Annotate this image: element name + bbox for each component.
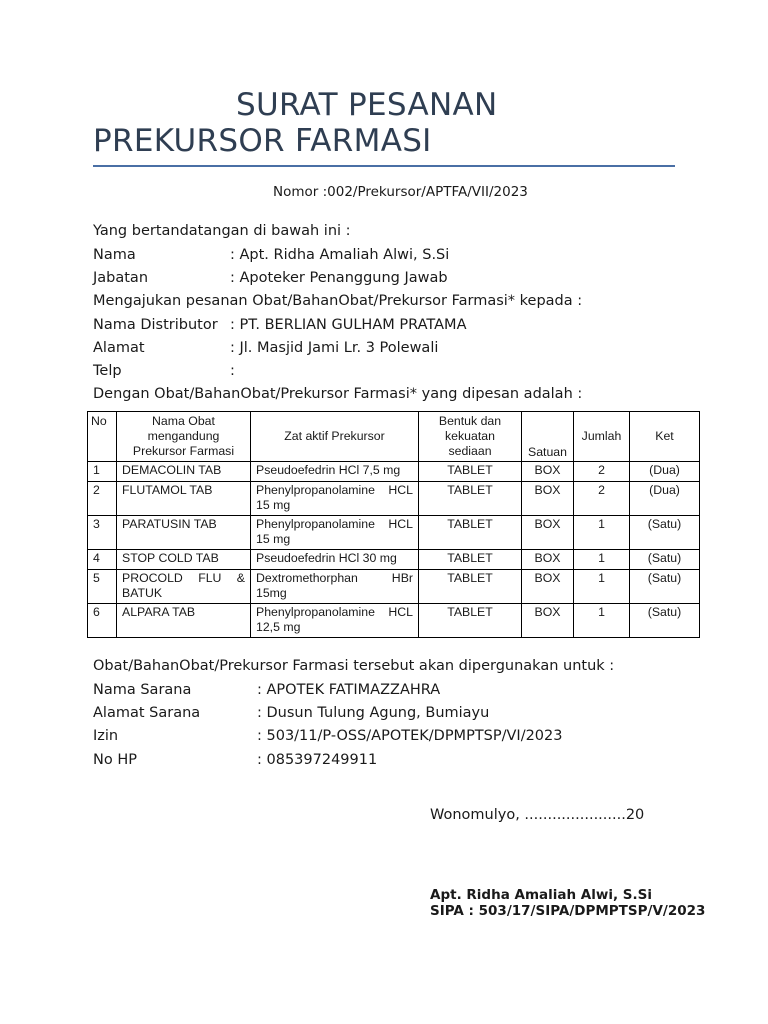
cell-unit: BOX (522, 604, 574, 638)
distributor-address-label: Alamat (93, 340, 145, 356)
distributor-phone-value: : (230, 363, 235, 379)
cell-drug-name: PROCOLD FLU & BATUK (117, 570, 251, 604)
cell-drug-name: FLUTAMOL TAB (117, 482, 251, 516)
cell-note: (Satu) (630, 550, 700, 570)
cell-no: 2 (88, 482, 117, 516)
cell-dosage-form: TABLET (419, 462, 522, 482)
cell-active-substance: Phenylpropanolamine HCL 15 mg (251, 516, 419, 550)
table-row (88, 550, 700, 570)
distributor-name-value: : PT. BERLIAN GULHAM PRATAMA (230, 317, 467, 333)
cell-unit: BOX (522, 516, 574, 550)
facility-address-label: Alamat Sarana (93, 705, 201, 721)
facility-license-value: : 503/11/P-OSS/APOTEK/DPMPTSP/VI/2023 (257, 728, 563, 744)
place-date: Wonomulyo, ......................20 (430, 807, 645, 823)
usage-text: Obat/BahanObat/Prekursor Farmasi tersebut akan dipergunakan untuk : (93, 658, 615, 674)
cell-note: (Satu) (630, 570, 700, 604)
facility-address-value: : Dusun Tulung Agung, Bumiayu (257, 705, 490, 721)
document-number: Nomor :002/Prekursor/APTFA/VII/2023 (273, 184, 528, 200)
cell-no: 3 (88, 516, 117, 550)
facility-phone-label: No HP (93, 752, 137, 768)
header-drug-name: Nama Obat mengandung Prekursor Farmasi (117, 412, 251, 462)
table-row (88, 482, 700, 516)
cell-unit: BOX (522, 462, 574, 482)
cell-active-substance: Pseudoefedrin HCl 30 mg (251, 550, 419, 570)
cell-dosage-form: TABLET (419, 550, 522, 570)
cell-active-substance: Phenylpropanolamine HCL 15 mg (251, 482, 419, 516)
table-header-row (88, 412, 700, 462)
header-active-substance: Zat aktif Prekursor (251, 412, 419, 462)
cell-no: 6 (88, 604, 117, 638)
cell-quantity: 1 (574, 604, 630, 638)
title-line-2: PREKURSOR FARMASI (93, 123, 432, 159)
cell-quantity: 1 (574, 516, 630, 550)
cell-dosage-form: TABLET (419, 570, 522, 604)
cell-quantity: 2 (574, 462, 630, 482)
signature-name: Apt. Ridha Amaliah Alwi, S.Si (430, 887, 653, 903)
cell-active-substance: Phenylpropanolamine HCL 12,5 mg (251, 604, 419, 638)
cell-quantity: 1 (574, 550, 630, 570)
cell-dosage-form: TABLET (419, 516, 522, 550)
table-row (88, 570, 700, 604)
facility-name-value: : APOTEK FATIMAZZAHRA (257, 682, 441, 698)
cell-dosage-form: TABLET (419, 482, 522, 516)
order-table (87, 411, 700, 638)
header-quantity: Jumlah (574, 412, 630, 462)
title-line-1: SURAT PESANAN (236, 87, 498, 123)
signer-name-value: : Apt. Ridha Amaliah Alwi, S.Si (230, 247, 450, 263)
signer-name-label: Nama (93, 247, 136, 263)
distributor-name-label: Nama Distributor (93, 317, 218, 333)
cell-unit: BOX (522, 570, 574, 604)
order-text: Dengan Obat/BahanObat/Prekursor Farmasi* yang dipesan adalah : (93, 386, 583, 402)
cell-no: 5 (88, 570, 117, 604)
cell-active-substance: Pseudoefedrin HCl 7,5 mg (251, 462, 419, 482)
distributor-address-value: : Jl. Masjid Jami Lr. 3 Polewali (230, 340, 439, 356)
cell-quantity: 2 (574, 482, 630, 516)
header-no: No (88, 412, 117, 462)
signer-position-value: : Apoteker Penanggung Jawab (230, 270, 448, 286)
cell-drug-name: PARATUSIN TAB (117, 516, 251, 550)
title-underline (93, 165, 675, 167)
intro-text: Yang bertandatangan di bawah ini : (93, 223, 351, 239)
signature-sipa: SIPA : 503/17/SIPA/DPMPTSP/V/2023 (430, 903, 706, 919)
request-text: Mengajukan pesanan Obat/BahanObat/Prekursor Farmasi* kepada : (93, 293, 583, 309)
signer-position-label: Jabatan (93, 270, 149, 286)
cell-note: (Satu) (630, 516, 700, 550)
table-row (88, 604, 700, 638)
cell-unit: BOX (522, 550, 574, 570)
header-dosage-form: Bentuk dan kekuatan sediaan (419, 412, 522, 462)
cell-drug-name: DEMACOLIN TAB (117, 462, 251, 482)
cell-active-substance: Dextromethorphan HBr 15mg (251, 570, 419, 604)
distributor-phone-label: Telp (93, 363, 122, 379)
facility-license-label: Izin (93, 728, 119, 744)
table-row (88, 516, 700, 550)
header-note: Ket (630, 412, 700, 462)
cell-note: (Dua) (630, 462, 700, 482)
facility-phone-value: : 085397249911 (257, 752, 378, 768)
table-row (88, 462, 700, 482)
facility-name-label: Nama Sarana (93, 682, 192, 698)
cell-drug-name: STOP COLD TAB (117, 550, 251, 570)
header-unit: Satuan (522, 412, 574, 462)
cell-unit: BOX (522, 482, 574, 516)
cell-note: (Dua) (630, 482, 700, 516)
cell-note: (Satu) (630, 604, 700, 638)
cell-quantity: 1 (574, 570, 630, 604)
cell-no: 4 (88, 550, 117, 570)
cell-dosage-form: TABLET (419, 604, 522, 638)
cell-drug-name: ALPARA TAB (117, 604, 251, 638)
cell-no: 1 (88, 462, 117, 482)
